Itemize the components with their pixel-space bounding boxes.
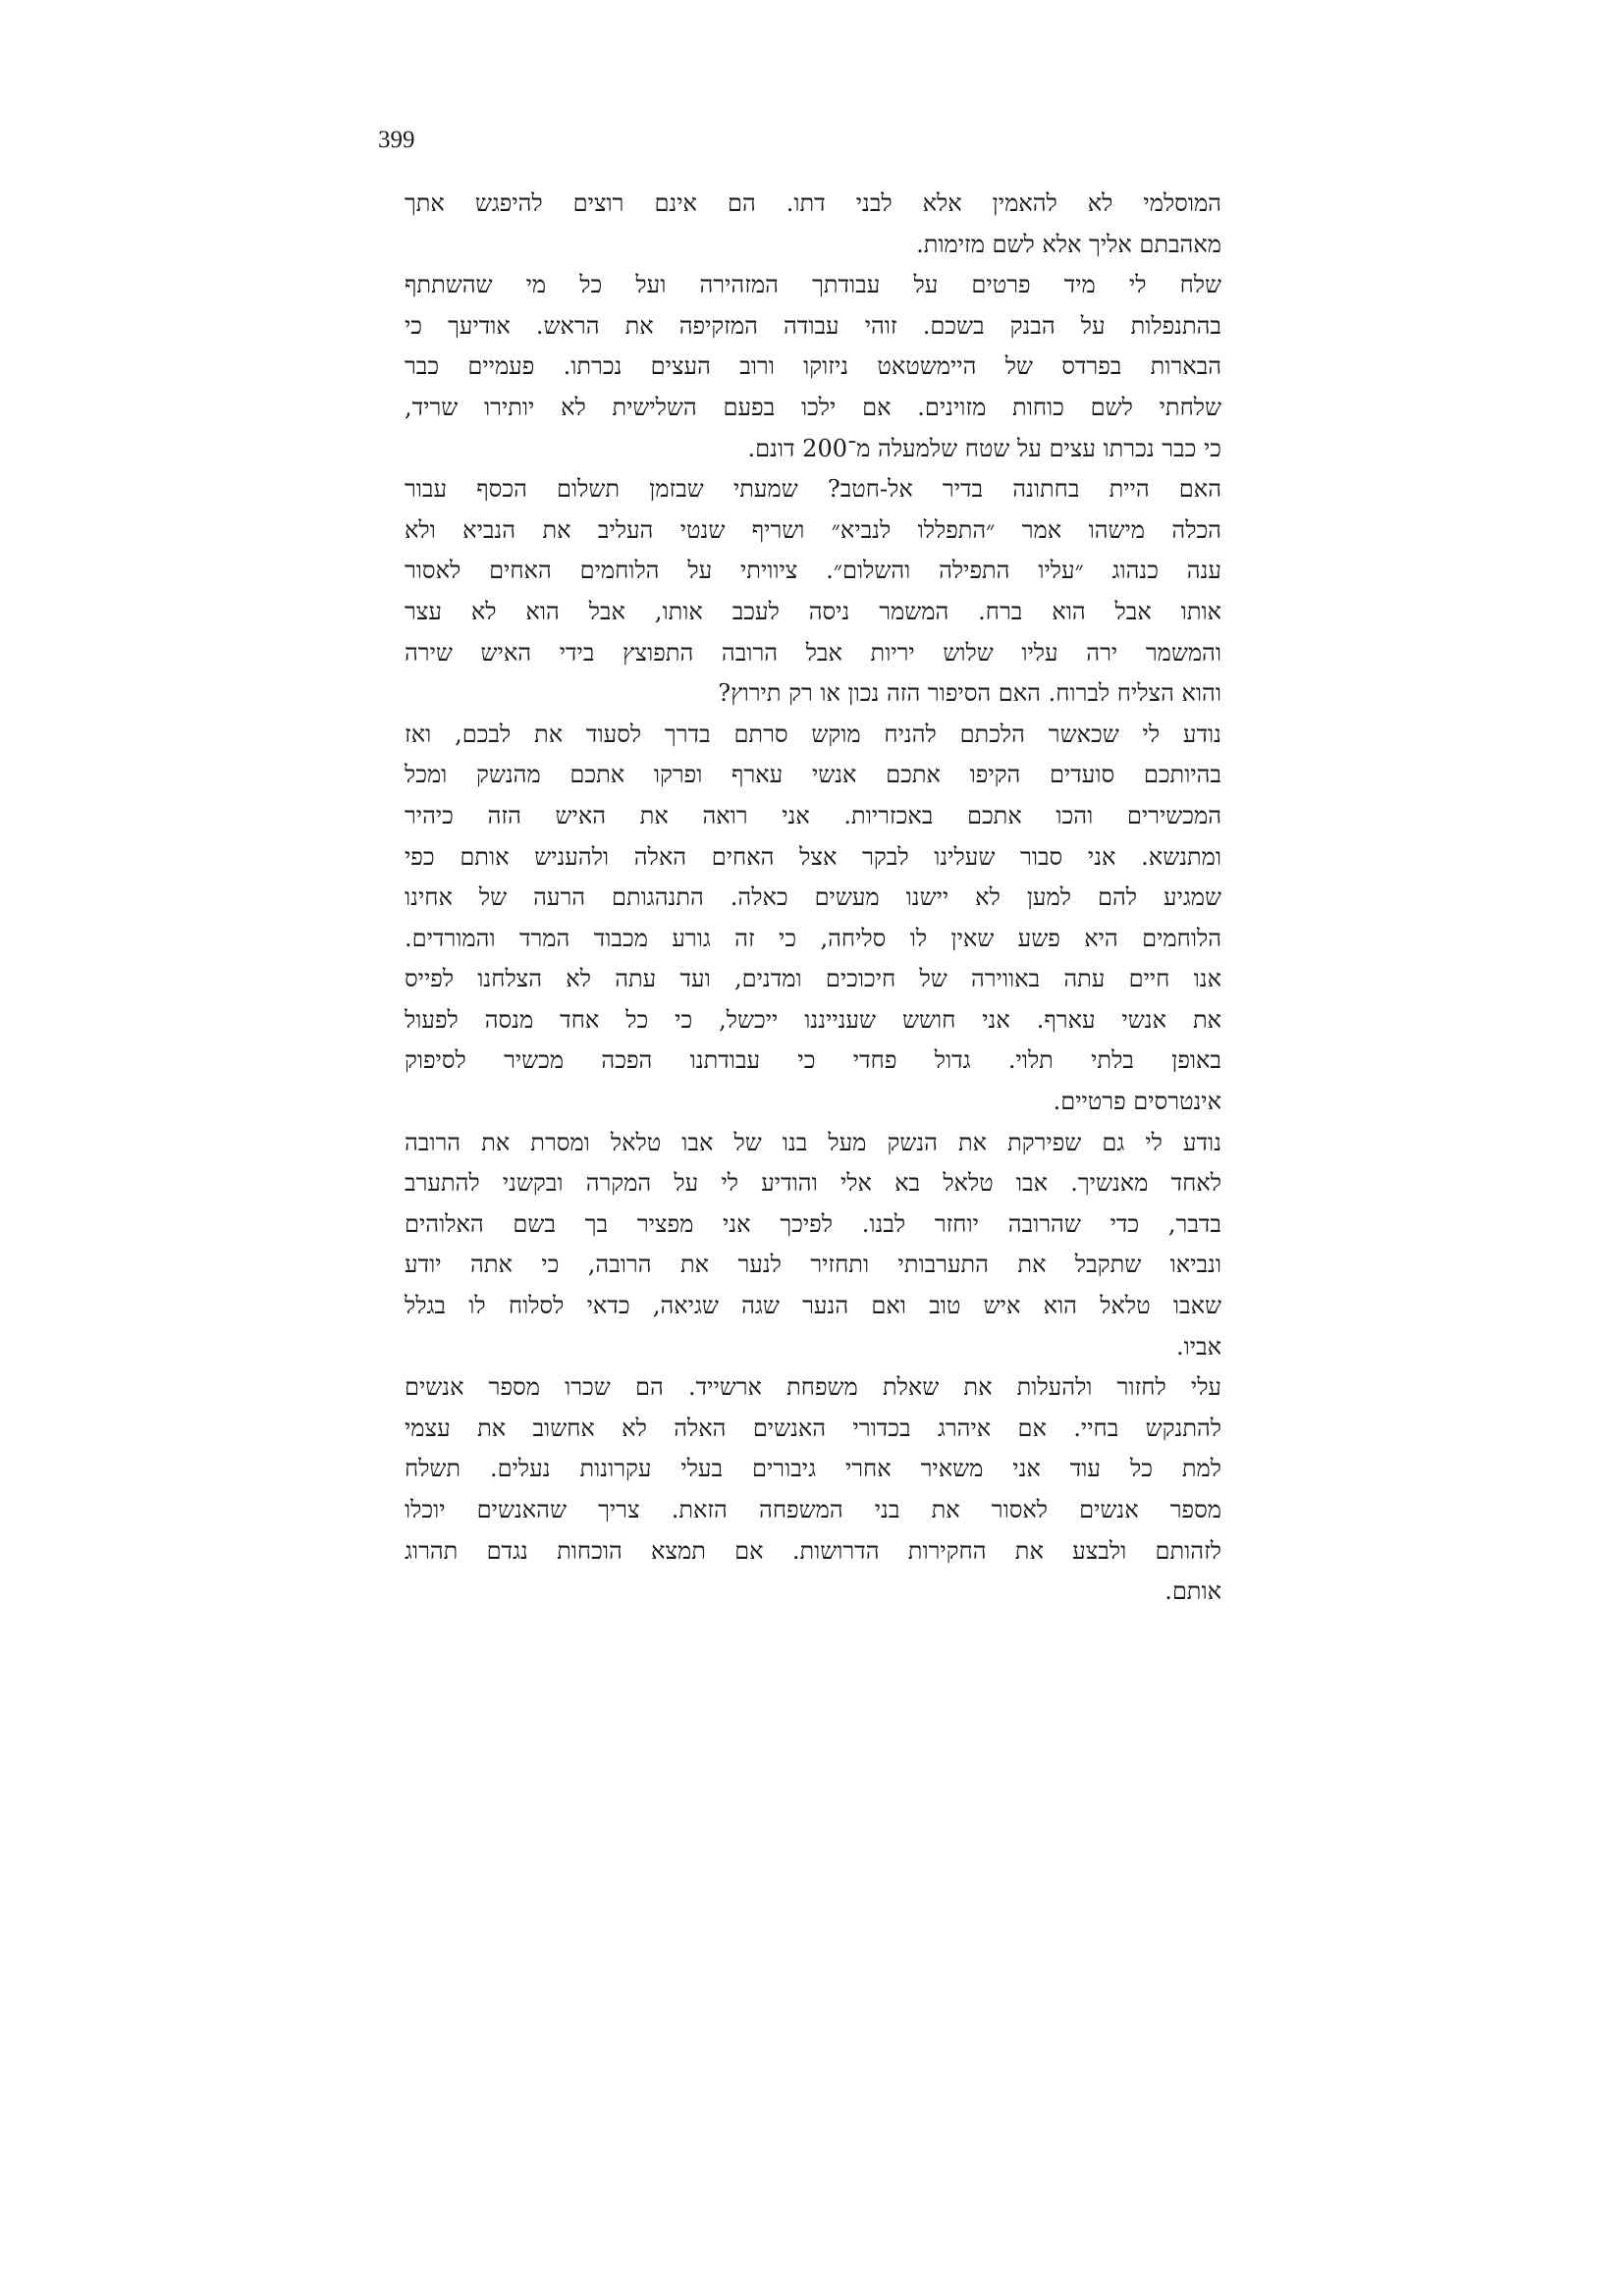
text-line: והמשמר ירה עליו שלוש יריות אבל הרובה התפוצץ בידי האיש שירה bbox=[405, 638, 1221, 667]
text-line: להתנקש בחיי. אם איהרג בכדורי האנשים האלה לא אחשוב את עצמי bbox=[405, 1414, 1221, 1442]
text-line: למת כל עוד אני משאיר אחרי גיבורים בעלי עקרונות נעלים. תשלח bbox=[405, 1455, 1221, 1483]
text-line: אביו. bbox=[1175, 1332, 1221, 1361]
text-line: האם היית בחתונה בדיר אל-חטב? שמעתי שבזמן תשלום הכסף עבור bbox=[405, 475, 1221, 504]
text-line: באופן בלתי תלוי. גדול פחדי כי עבודתנו הפכה מכשיר לסיפוק bbox=[405, 1046, 1221, 1075]
text-line: אותם. bbox=[1164, 1577, 1221, 1606]
text-line: אנו חיים עתה באווירה של חיכוכים ומדנים, ועד עתה לא הצלחנו לפייס bbox=[405, 965, 1221, 993]
text-line: והוא הצליח לברוח. האם הסיפור הזה נכון או רק תירוץ? bbox=[718, 679, 1221, 708]
text-line: כי כבר נכרתו עצים על שטח שלמעלה מ־200 דונם. bbox=[747, 434, 1221, 462]
text-line: שמגיע להם למען לא יישנו מעשים כאלה. התנהגותם הרעה של אחינו bbox=[405, 883, 1221, 912]
text-line: אינטרסים פרטיים. bbox=[1053, 1088, 1221, 1116]
text-line: לזהותם ולבצע את החקירות הדרושות. אם תמצא הוכחות נגדם תהרוג bbox=[405, 1536, 1221, 1565]
document-body bbox=[405, 184, 1221, 1613]
page-number: 399 bbox=[378, 127, 415, 153]
text-line: בהתנפלות על הבנק בשכם. זוהי עבודה המזקיפה את הראש. אודיעך כי bbox=[405, 311, 1221, 340]
text-line: מאהבתם אליך אלא לשם מזימות. bbox=[916, 230, 1221, 258]
text-line: עלי לחזור ולהעלות את שאלת משפחת ארשייד. הם שכרו מספר אנשים bbox=[405, 1373, 1221, 1402]
text-line: בדבר, כדי שהרובה יוחזר לבנו. לפיכך אני מפציר בך בשם האלוהים bbox=[405, 1209, 1221, 1238]
text-line: שלחתי לשם כוחות מזוינים. אם ילכו בפעם השלישית לא יותירו שריד, bbox=[405, 393, 1221, 421]
text-line: מספר אנשים לאסור את בני המשפחה הזאת. צריך שהאנשים יוכלו bbox=[405, 1496, 1221, 1523]
paragraph bbox=[405, 265, 1221, 469]
text-line: הכלה מישהו אמר ״התפללו לנביא״ ושריף שנטי העליב את הנביא ולא bbox=[405, 515, 1221, 544]
text-line: הבארות בפרדס של היימשטאט ניזוקו ורוב העצים נכרתו. פעמיים כבר bbox=[405, 352, 1221, 381]
text-line: אותו אבל הוא ברח. המשמר ניסה לעכב אותו, אבל הוא לא עצר bbox=[405, 597, 1221, 625]
text-line: נודע לי גם שפירקת את הנשק מעל בנו של אבו טלאל ומסרת את הרובה bbox=[405, 1128, 1221, 1156]
paragraph bbox=[405, 1123, 1221, 1368]
text-line: לאחד מאנשיך. אבו טלאל בא אלי והודיע לי על המקרה ובקשני להתערב bbox=[405, 1169, 1221, 1198]
paragraph bbox=[405, 469, 1221, 715]
text-line: בהיותכם סועדים הקיפו אתכם אנשי עארף ופרקו אתכם מהנשק ומכל bbox=[405, 761, 1221, 789]
text-line: שאבו טלאל הוא איש טוב ואם הנער שגה שגיאה, כדאי לסלוח לו בגלל bbox=[405, 1292, 1221, 1320]
text-line: המכשירים והכו אתכם באכזריות. אני רואה את האיש הזה כיהיר bbox=[405, 801, 1221, 829]
text-line: נודע לי שכאשר הלכתם להניח מוקש סרתם בדרך לסעוד את לבכם, ואז bbox=[405, 720, 1221, 748]
text-line: שלח לי מיד פרטים על עבודתך המזהירה ועל כל מי שהשתתף bbox=[405, 271, 1221, 299]
paragraph bbox=[405, 715, 1221, 1123]
text-line: ומתנשא. אני סבור שעלינו לבקר אצל האחים האלה ולהעניש אותם כפי bbox=[405, 842, 1221, 871]
paragraph bbox=[405, 1367, 1221, 1613]
text-line: ענה כנהוג ״עליו התפילה והשלום״. ציוויתי על הלוחמים האחים לאסור bbox=[405, 557, 1221, 585]
text-line: הלוחמים היא פשע שאין לו סליחה, כי זה גורע מכבוד המרד והמורדים. bbox=[405, 924, 1221, 952]
text-line: המוסלמי לא להאמין אלא לבני דתו. הם אינם רוצים להיפגש אתך bbox=[405, 189, 1221, 217]
text-line: את אנשי עארף. אני חושש שענייננו ייכשל, כי כל אחד מנסה לפעול bbox=[405, 1005, 1221, 1034]
paragraph bbox=[405, 184, 1221, 265]
text-line: ונביאו שתקבל את התערבותי ותחזיר לנער את הרובה, כי אתה יודע bbox=[405, 1251, 1221, 1279]
